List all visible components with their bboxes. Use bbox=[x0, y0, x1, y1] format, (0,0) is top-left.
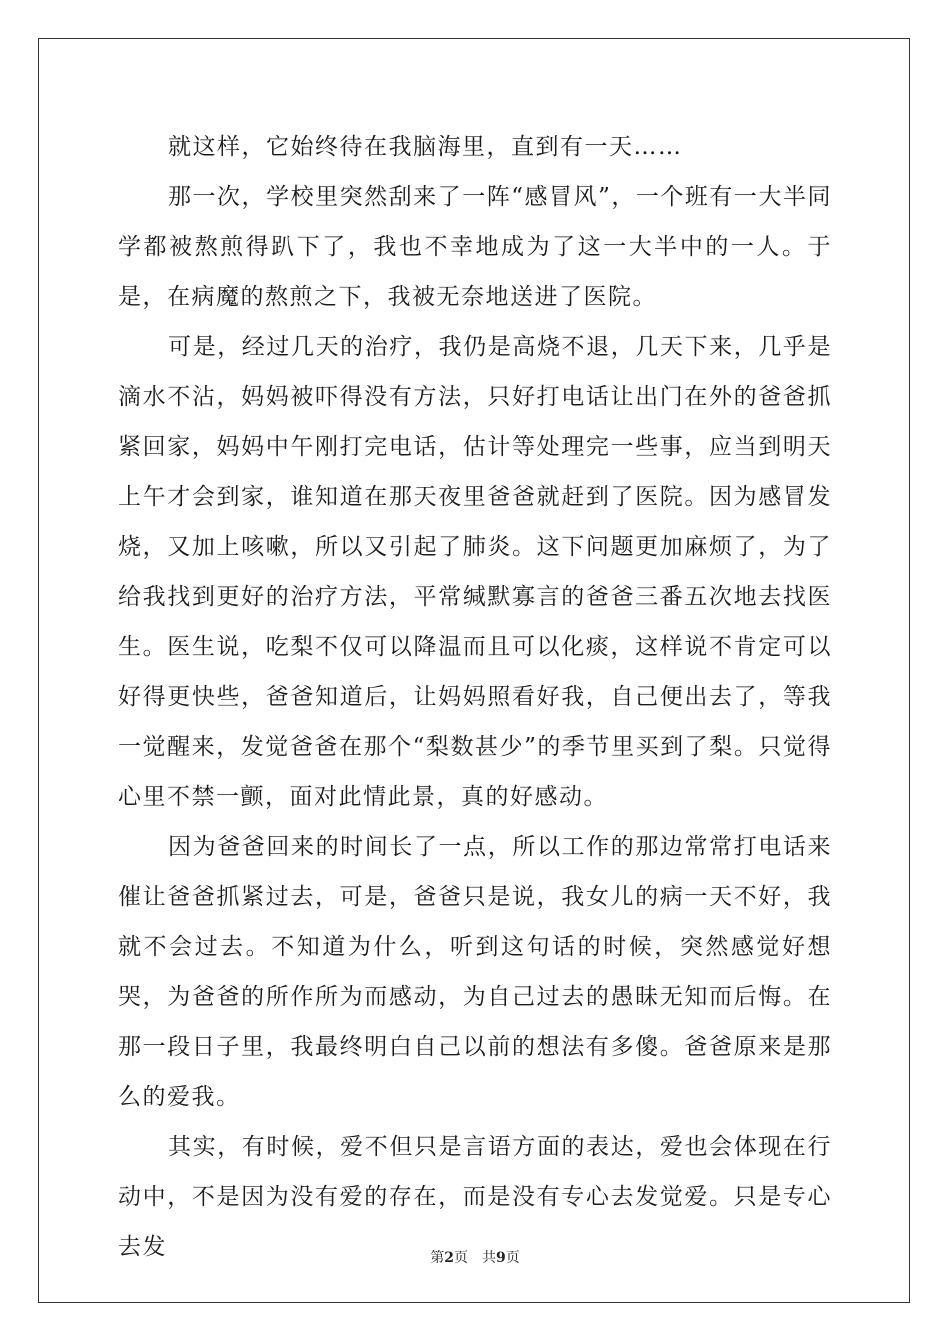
page-prefix: 第 bbox=[430, 1250, 445, 1266]
paragraph: 可是，经过几天的治疗，我仍是高烧不退，几天下来，几乎是滴水不沾，妈妈被吓得没有方法，只好打电话让出门在外的爸爸抓紧回家，妈妈中午刚打完电话，估计等处理完一些事，应当到明天上午才会到家，谁知道在那天夜里爸爸就赶到了医院。因为感冒发烧，又加上咳嗽，所以又引起了肺炎。这下问题更加麻烦了，为了给我找到更好的治疗方法，平常缄默寡言的爸爸三番五次地去找医生。医生说，吃梨不仅可以降温而且可以化痰，这样说不肯定可以好得更快些，爸爸知道后，让妈妈照看好我，自己便出去了，等我一觉醒来，发觉爸爸在那个“梨数甚少”的季节里买到了梨。只觉得心里不禁一颤，面对此情此景，真的好感动。 bbox=[118, 334, 832, 810]
page-suffix: 页 bbox=[454, 1250, 468, 1266]
page-number: 2 bbox=[444, 1250, 454, 1266]
document-body bbox=[118, 122, 832, 1272]
page-footer bbox=[0, 1247, 950, 1267]
paragraph: 那一次，学校里突然刮来了一阵“感冒风”，一个班有一大半同学都被熬煎得趴下了，我也不幸地成为了这一大半中的一人。于是，在病魔的熬煎之下，我被无奈地送进了医院。 bbox=[118, 184, 832, 310]
total-pages: 9 bbox=[496, 1250, 506, 1266]
total-prefix: 共 bbox=[482, 1250, 496, 1266]
total-suffix: 页 bbox=[505, 1250, 520, 1266]
paragraph: 就这样，它始终待在我脑海里，直到有一天…… bbox=[168, 134, 683, 160]
paragraph: 因为爸爸回来的时间长了一点，所以工作的那边常常打电话来催让爸爸抓紧过去，可是，爸爸只是说，我女儿的病一天不好，我就不会过去。不知道为什么，听到这句话的时候，突然感觉好想哭，为爸爸的所作所为而感动，为自己过去的愚昧无知而后悔。在那一段日子里，我最终明白自己以前的想法有多傻。爸爸原来是那么的爱我。 bbox=[118, 834, 832, 1110]
paragraph: 其实，有时候，爱不但只是言语方面的表达，爱也会体现在行动中，不是因为没有爱的存在，而是没有专心去发觉爱。只是专心去发 bbox=[118, 1134, 832, 1260]
